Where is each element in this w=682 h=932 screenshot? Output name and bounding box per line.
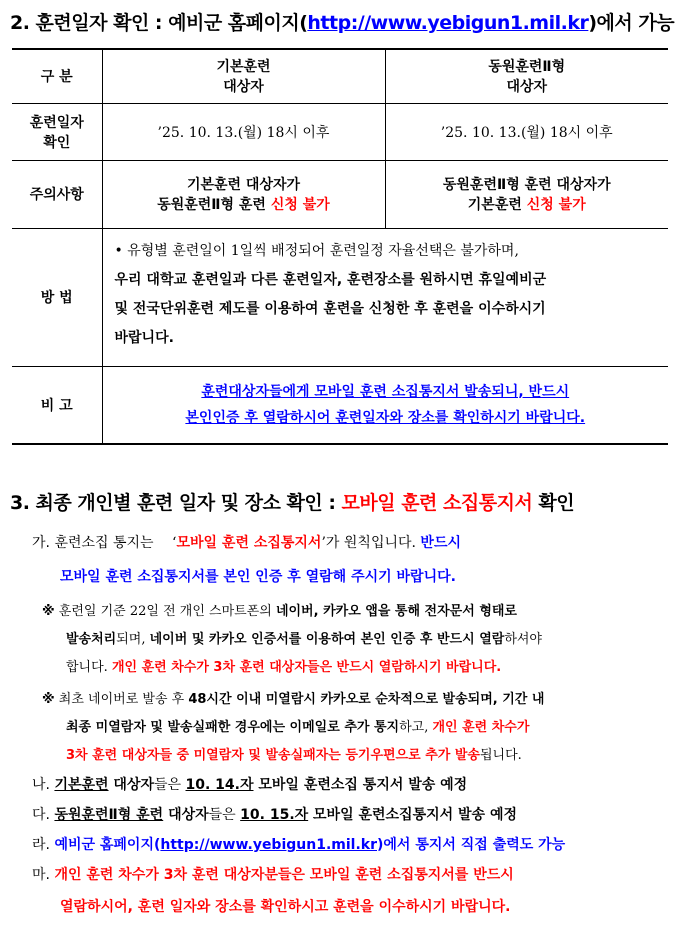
item-ma-line2: 열람하시어, 훈련 일자와 장소를 확인하시고 훈련을 이수하시기 바랍니다. (60, 899, 511, 915)
table-row-note (12, 366, 668, 444)
row-label-method: 방 법 (12, 228, 102, 366)
note2-line3: 3차 훈련 대상자들 중 미열람자 및 발송실패자는 등기우편으로 추가 발송됩니다. (66, 748, 522, 763)
row-label-date: 훈련일자 확인 (12, 103, 102, 160)
caution-mobilization: 동원훈련Ⅱ형 훈련 대상자가 기본훈련 신청 불가 (385, 160, 668, 228)
date-basic: ’25. 10. 13.(월) 18시 이후 (102, 103, 385, 160)
item-da: 다. 동원훈련Ⅱ형 훈련 대상자들은 10. 15.자 모바일 훈련소집통지서 발송 예정 (32, 807, 517, 823)
note2-line1: ※ 최초 네이버로 발송 후 48시간 이내 미열람시 카카오로 순차적으로 발송되며, 기간 내 (42, 692, 545, 707)
section3-heading: 3. 최종 개인별 훈련 일자 및 장소 확인 : 모바일 훈련 소집통지서 확인 (10, 492, 575, 514)
table-row-method (12, 228, 668, 366)
caution-basic: 기본훈련 대상자가 동원훈련Ⅱ형 훈련 신청 불가 (102, 160, 385, 228)
row-label-caution: 주의사항 (12, 160, 102, 228)
header-basic: 기본훈련 대상자 (102, 49, 385, 103)
item-ga-line2: 모바일 훈련 소집통지서를 본인 인증 후 열람해 주시기 바랍니다. (60, 569, 456, 585)
note1-line2: 발송처리되며, 네이버 및 카카오 인증서를 이용하여 본인 인증 후 반드시 열람하셔야 (66, 632, 542, 647)
section2-heading (10, 8, 674, 35)
mobile-notice-highlight: 모바일 훈련 소집통지서 (341, 492, 533, 514)
yebigun-link-2[interactable]: http://www.yebigun1.mil.kr (160, 837, 377, 853)
table-header-row (12, 49, 668, 103)
section2-heading-tail: )에서 가능 (588, 12, 675, 34)
date-mobilization: ’25. 10. 13.(월) 18시 이후 (385, 103, 668, 160)
table-row-caution (12, 160, 668, 228)
table-row-date (12, 103, 668, 160)
item-ra: 라. 예비군 홈페이지(http://www.yebigun1.mil.kr)에서 통지서 직접 출력도 가능 (32, 837, 566, 853)
item-ga-line1: 가. 훈련소집 통지는 ‘모바일 훈련 소집통지서’가 원칙입니다. 반드시 (32, 535, 461, 551)
row-label-note: 비 고 (12, 366, 102, 444)
header-category: 구 분 (12, 49, 102, 103)
section2-heading-text: 2. 훈련일자 확인 : 예비군 홈페이지( (10, 12, 308, 34)
note1-line1: ※ 훈련일 기준 22일 전 개인 스마트폰의 네이버, 카카오 앱을 통해 전자문서 형태로 (42, 604, 517, 619)
note2-line2: 최종 미열람자 및 발송실패한 경우에는 이메일로 추가 통지하고, 개인 훈련 차수가 (66, 720, 530, 735)
item-na: 나. 기본훈련 대상자들은 10. 14.자 모바일 훈련소집 통지서 발송 예정 (32, 777, 468, 793)
note-text: 훈련대상자들에게 모바일 훈련 소집통지서 발송되니, 반드시 본인인증 후 열람하시어 훈련일자와 장소를 확인하시기 바랍니다. (102, 366, 668, 444)
training-date-table (12, 48, 668, 445)
header-mobilization: 동원훈련Ⅱ형 대상자 (385, 49, 668, 103)
note1-line3: 합니다. 개인 훈련 차수가 3차 훈련 대상자들은 반드시 열람하시기 바랍니다. (66, 660, 502, 675)
method-text: • 유형별 훈련일이 1일씩 배정되어 훈련일정 자율선택은 불가하며, 우리 대학교 훈련일과 다른 훈련일자, 훈련장소를 원하시면 휴일예비군 및 전국단위훈련 제도를 이용하여 훈련을 신청한 후 훈련을 이수하시기 바랍니다. (102, 228, 668, 366)
item-ma-line1: 마. 개인 훈련 차수가 3차 훈련 대상자분들은 모바일 훈련 소집통지서를 반드시 (32, 867, 514, 883)
yebigun-link[interactable]: http://www.yebigun1.mil.kr (307, 12, 589, 34)
